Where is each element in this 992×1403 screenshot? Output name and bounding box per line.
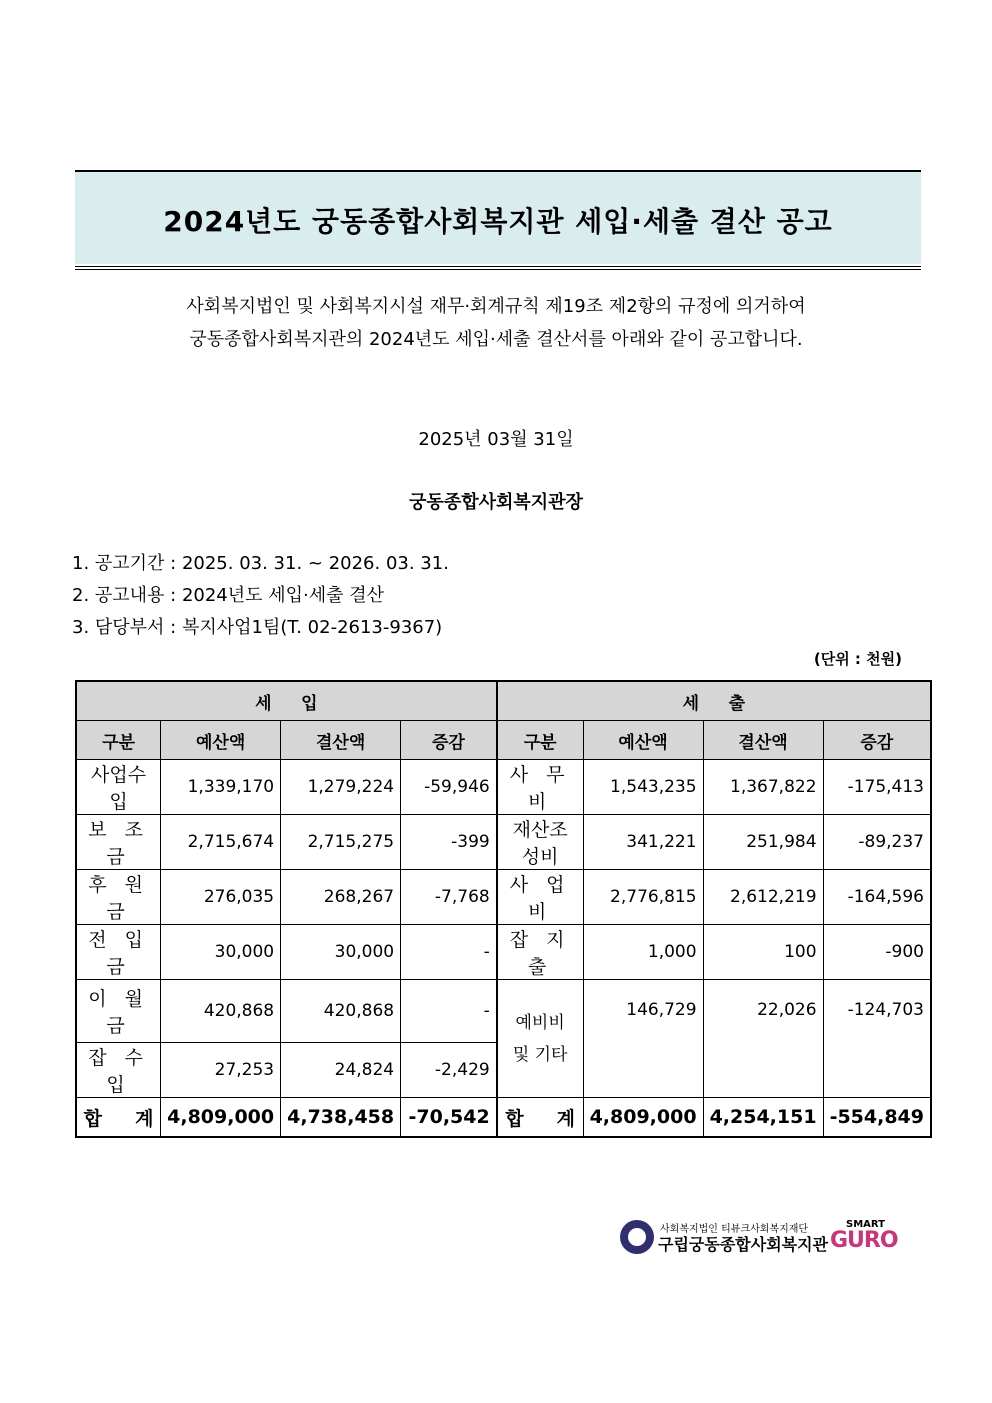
col-header: 결산액 (281, 721, 401, 760)
income-diff: - (401, 980, 497, 1043)
income-label: 후 원 금 (76, 870, 161, 925)
income-budget: 30,000 (161, 925, 281, 980)
expense-label: 잡 지 출 (497, 925, 583, 980)
logo-subtitle: 사회복지법인 티뷰크사회복지재단 (660, 1224, 809, 1235)
income-label: 잡 수 입 (76, 1043, 161, 1098)
income-budget: 420,868 (161, 980, 281, 1043)
col-header: 구분 (76, 721, 161, 760)
income-label: 이 월 금 (76, 980, 161, 1043)
income-budget: 276,035 (161, 870, 281, 925)
col-header: 예산액 (583, 721, 703, 760)
intro-line-2: 궁동종합사회복지관의 2024년도 세입·세출 결산서를 아래와 같이 공고합니다. (189, 329, 803, 350)
income-label: 보 조 금 (76, 815, 161, 870)
expense-total-label: 합 계 (497, 1098, 583, 1138)
expense-label: 사 무 비 (497, 760, 583, 815)
table-row (76, 760, 931, 815)
table-row (76, 980, 931, 1043)
table-row (76, 815, 931, 870)
smart-label: SMART (846, 1219, 885, 1230)
income-total-budget: 4,809,000 (161, 1098, 281, 1138)
income-diff: -2,429 (401, 1043, 497, 1098)
col-header: 증감 (401, 721, 497, 760)
income-budget: 27,253 (161, 1043, 281, 1098)
table-row (76, 925, 931, 980)
income-total-actual: 4,738,458 (281, 1098, 401, 1138)
page-title: 2024년도 궁동종합사회복지관 세입·세출 결산 공고 (163, 205, 833, 238)
income-actual: 1,279,224 (281, 760, 401, 815)
settlement-table (75, 680, 932, 1138)
expense-diff: -164,596 (823, 870, 931, 925)
expense-budget: 1,543,235 (583, 760, 703, 815)
expense-budget: 1,000 (583, 925, 703, 980)
income-label: 전 입 금 (76, 925, 161, 980)
notice-item: 3. 담당부서 : 복지사업1팀(T. 02-2613-9367) (72, 617, 443, 638)
announcement-date: 2025년 03월 31일 (418, 429, 574, 450)
expense-actual: 2,612,219 (703, 870, 823, 925)
expense-label: 사 업 비 (497, 870, 583, 925)
expense-label: 예비비 및 기타 (497, 980, 583, 1098)
expense-diff: -175,413 (823, 760, 931, 815)
total-row (76, 1098, 931, 1138)
expense-diff: -124,703 (823, 980, 931, 1098)
organization-head: 궁동종합사회복지관장 (409, 492, 583, 513)
income-diff: - (401, 925, 497, 980)
intro-line-1: 사회복지법인 및 사회복지시설 재무·회계규칙 제19조 제2항의 규정에 의거하여 (186, 296, 806, 317)
expense-budget: 146,729 (583, 980, 703, 1098)
expense-total-diff: -554,849 (823, 1098, 931, 1138)
foundation-seal-icon (620, 1220, 654, 1254)
col-header: 구분 (497, 721, 583, 760)
expense-actual: 1,367,822 (703, 760, 823, 815)
expense-actual: 100 (703, 925, 823, 980)
expense-budget: 2,776,815 (583, 870, 703, 925)
guro-logo: GURO (830, 1228, 898, 1253)
col-header: 예산액 (161, 721, 281, 760)
expense-total-actual: 4,254,151 (703, 1098, 823, 1138)
expense-header: 세 출 (497, 681, 931, 721)
col-header: 증감 (823, 721, 931, 760)
income-total-diff: -70,542 (401, 1098, 497, 1138)
notice-item: 1. 공고기간 : 2025. 03. 31. ~ 2026. 03. 31. (72, 553, 449, 574)
title-banner (75, 170, 921, 264)
unit-label: (단위 : 천원) (813, 650, 902, 668)
expense-total-budget: 4,809,000 (583, 1098, 703, 1138)
footer-logo (620, 1218, 900, 1258)
income-actual: 268,267 (281, 870, 401, 925)
intro-text (0, 290, 992, 356)
income-budget: 2,715,674 (161, 815, 281, 870)
notice-items (72, 548, 449, 644)
income-actual: 24,824 (281, 1043, 401, 1098)
col-header: 결산액 (703, 721, 823, 760)
income-total-label: 합 계 (76, 1098, 161, 1138)
income-header: 세 입 (76, 681, 497, 721)
expense-actual: 251,984 (703, 815, 823, 870)
income-actual: 420,868 (281, 980, 401, 1043)
expense-budget: 341,221 (583, 815, 703, 870)
logo-title: 구립궁동종합사회복지관 (658, 1235, 829, 1254)
income-diff: -7,768 (401, 870, 497, 925)
expense-diff: -900 (823, 925, 931, 980)
notice-item: 2. 공고내용 : 2024년도 세입·세출 결산 (72, 585, 385, 606)
income-actual: 2,715,275 (281, 815, 401, 870)
table-row (76, 870, 931, 925)
expense-actual: 22,026 (703, 980, 823, 1098)
expense-diff: -89,237 (823, 815, 931, 870)
income-label: 사업수입 (76, 760, 161, 815)
income-actual: 30,000 (281, 925, 401, 980)
expense-label: 재산조성비 (497, 815, 583, 870)
income-diff: -399 (401, 815, 497, 870)
income-budget: 1,339,170 (161, 760, 281, 815)
income-diff: -59,946 (401, 760, 497, 815)
